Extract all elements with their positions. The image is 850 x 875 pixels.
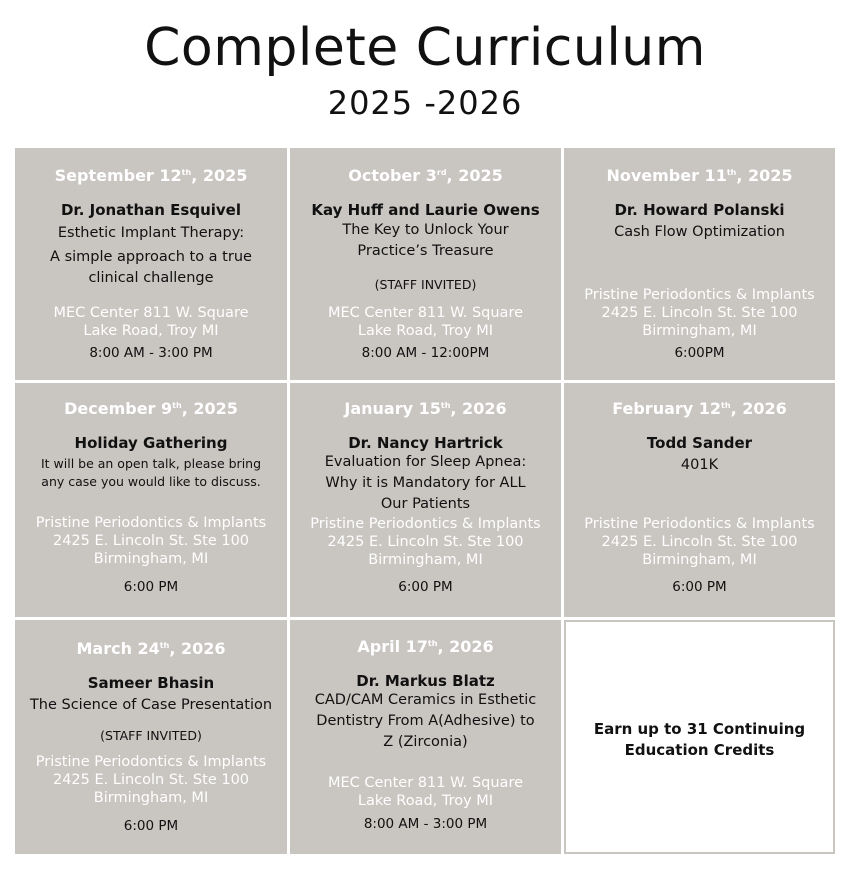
- event-speaker: Dr. Nancy Hartrick: [348, 434, 503, 452]
- event-speaker: Kay Huff and Laurie Owens: [311, 201, 540, 219]
- curriculum-grid: [15, 148, 835, 854]
- credits-text: Earn up to 31 Continuing Education Credits: [593, 720, 806, 759]
- event-time: 6:00PM: [674, 345, 725, 361]
- event-location: MEC Center 811 W. Square Lake Road, Troy MI: [53, 305, 249, 339]
- event-date: April 17th, 2026: [357, 637, 494, 656]
- event-location: MEC Center 811 W. Square Lake Road, Troy MI: [327, 305, 524, 339]
- event-location: Pristine Periodontics & Implants 2425 E. Lincoln St. Ste 100 Birmingham, MI: [35, 754, 267, 806]
- event-time: 8:00 AM - 3:00 PM: [89, 345, 213, 361]
- event-location: Pristine Periodontics & Implants 2425 E. Lincoln St. Ste 100 Birmingham, MI: [584, 516, 815, 568]
- staff-invited-note: (STAFF INVITED): [374, 277, 477, 292]
- event-speaker: Todd Sander: [646, 434, 753, 452]
- event-time: 8:00 AM - 12:00PM: [361, 345, 490, 361]
- event-date: March 24th, 2026: [76, 639, 226, 658]
- event-location: Pristine Periodontics & Implants 2425 E. Lincoln St. Ste 100 Birmingham, MI: [310, 516, 541, 568]
- event-card-march: [15, 620, 287, 854]
- event-date: February 12th, 2026: [612, 399, 787, 418]
- event-card-january: [290, 383, 561, 617]
- event-topic: The Science of Case Presentation: [29, 697, 273, 713]
- event-time: 6:00 PM: [123, 818, 179, 834]
- event-topic: Esthetic Implant Therapy: A simple approach to a true clinical challenge: [50, 225, 252, 286]
- event-topic: The Key to Unlock Your Practice’s Treasure: [342, 222, 509, 259]
- page-subtitle: 2025 -2026: [327, 84, 523, 122]
- event-card-november: [564, 148, 835, 380]
- event-date: December 9th, 2025: [64, 399, 238, 418]
- event-speaker: Sameer Bhasin: [87, 674, 215, 692]
- event-topic: CAD/CAM Ceramics in Esthetic Dentistry From A(Adhesive) to Z (Zirconia): [314, 692, 537, 750]
- event-card-december: [15, 383, 287, 617]
- event-location: MEC Center 811 W. Square Lake Road, Troy MI: [327, 775, 524, 809]
- event-time: 6:00 PM: [672, 579, 727, 595]
- event-topic: Evaluation for Sleep Apnea: Why it is Mandatory for ALL Our Patients: [324, 454, 527, 512]
- event-speaker: Dr. Markus Blatz: [356, 672, 495, 690]
- event-time: 8:00 AM - 3:00 PM: [363, 816, 488, 832]
- event-date: January 15th, 2026: [344, 399, 507, 418]
- event-card-february: [564, 383, 835, 617]
- event-time: 6:00 PM: [123, 579, 179, 595]
- page-title: Complete Curriculum: [144, 18, 706, 78]
- event-topic: 401K: [680, 457, 719, 473]
- event-location: Pristine Periodontics & Implants 2425 E. Lincoln St. Ste 100 Birmingham, MI: [584, 287, 815, 339]
- event-speaker: Dr. Jonathan Esquivel: [60, 201, 241, 219]
- event-topic: It will be an open talk, please bring any case you would like to discuss.: [40, 456, 262, 489]
- event-location: Pristine Periodontics & Implants 2425 E. Lincoln St. Ste 100 Birmingham, MI: [35, 515, 267, 567]
- event-card-april: [290, 620, 561, 854]
- event-date: October 3rd, 2025: [348, 166, 503, 185]
- credits-card: [564, 620, 835, 854]
- staff-invited-note: (STAFF INVITED): [100, 728, 202, 743]
- event-topic: Cash Flow Optimization: [614, 224, 785, 240]
- event-date: September 12th, 2025: [54, 166, 248, 185]
- event-speaker: Dr. Howard Polanski: [614, 201, 785, 219]
- event-date: November 11th, 2025: [606, 166, 793, 185]
- event-speaker: Holiday Gathering: [74, 434, 228, 452]
- event-card-october: [290, 148, 561, 380]
- event-card-september: [15, 148, 287, 380]
- event-time: 6:00 PM: [398, 579, 453, 595]
